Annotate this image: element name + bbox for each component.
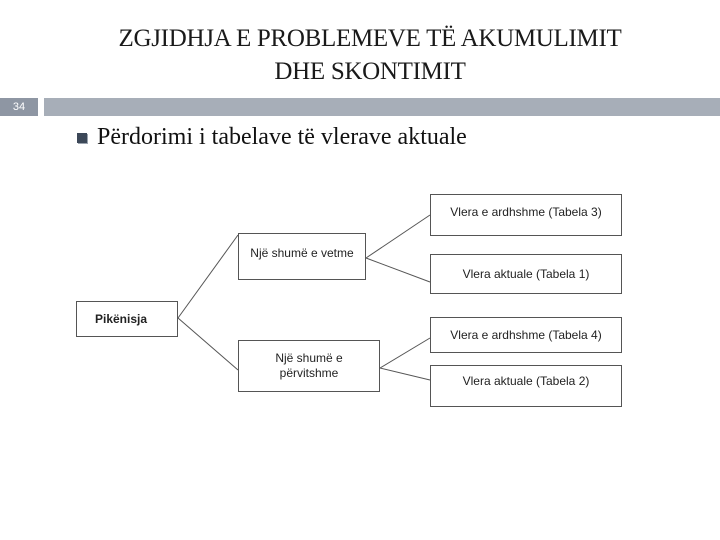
leaf-node-present-value-t1: Vlera aktuale (Tabela 1) bbox=[430, 254, 622, 294]
slide-title-line1: ZGJIDHJA E PROBLEMEVE TË AKUMULIMIT bbox=[118, 25, 622, 52]
branch-node-single-sum: Një shumë e vetme bbox=[238, 233, 366, 280]
slide-title-line2: DHE SKONTIMIT bbox=[274, 58, 466, 85]
leaf-node-future-value-t3: Vlera e ardhshme (Tabela 3) bbox=[430, 194, 622, 236]
connector-bottom-leaf3 bbox=[380, 338, 430, 368]
slide-number: 34 bbox=[0, 98, 38, 116]
root-node: Pikënisja bbox=[76, 301, 178, 337]
leaf-node-future-value-t4: Vlera e ardhshme (Tabela 4) bbox=[430, 317, 622, 353]
connector-root-bottom bbox=[178, 318, 238, 370]
branch-node-annuity-line2: përvitshme bbox=[279, 366, 339, 380]
connector-top-leaf2 bbox=[366, 258, 430, 282]
leaf-node-present-value-t2: Vlera aktuale (Tabela 2) bbox=[430, 365, 622, 407]
connector-bottom-leaf4 bbox=[380, 368, 430, 380]
bullet-text: Përdorimi i tabelave të vlerave aktuale bbox=[97, 123, 467, 150]
branch-node-annuity bbox=[238, 340, 380, 392]
connector-top-leaf1 bbox=[366, 215, 430, 258]
branch-node-annuity-line1: Një shumë e bbox=[275, 351, 343, 365]
connector-root-top bbox=[178, 235, 238, 318]
